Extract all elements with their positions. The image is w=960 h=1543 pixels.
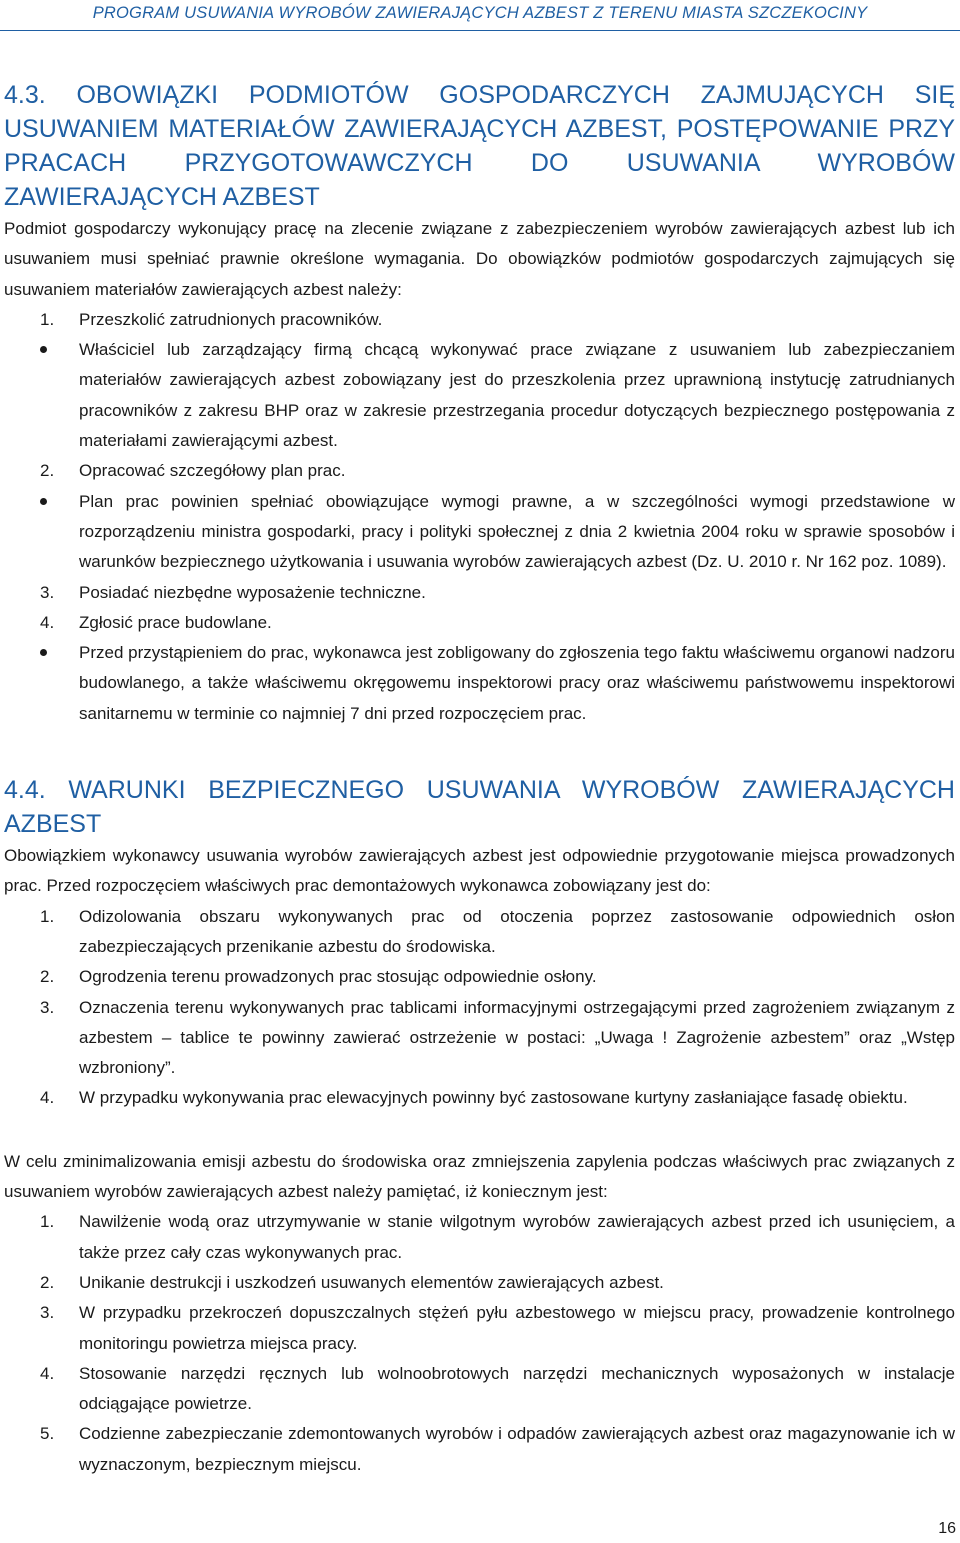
item-text: Stosowanie narzędzi ręcznych lub wolnoobrotowych narzędzi mechanicznych wyposażonych w instalacje odciągające powietrze. [79, 1363, 955, 1414]
item-text: Nawilżenie wodą oraz utrzymywanie w stanie wilgotnym wyrobów zawierających azbest przed ich usunięciem, a także przez cały czas wykonywanych prac. [79, 1212, 955, 1262]
section-heading-4-3 [4, 78, 955, 214]
page-content [4, 78, 955, 1480]
item-text: Przeszkolić zatrudnionych pracowników. [79, 309, 383, 329]
item-text: W przypadku wykonywania prac elewacyjnych powinny być zastosowane kurtyny zasłaniające fasadę obiektu. [79, 1088, 908, 1108]
item-text: Odizolowania obszaru wykonywanych prac od otoczenia poprzez zastosowanie odpowiednich osłon zabezpieczających przenikanie azbestu do środowiska. [79, 906, 955, 956]
item-number: 4. [40, 612, 55, 632]
item-text: Unikanie destrukcji i uszkodzeń usuwanych elementów zawierających azbest. [79, 1272, 664, 1292]
bullet-text: Przed przystąpieniem do prac, wykonawca jest zobligowany do zgłoszenia tego faktu właściwemu organowi nadzoru budowlanego, a także właściwemu okręgowemu inspektorowi pracy oraz właściwemu państwowemu inspektorowi sanitarnemu w terminie co najmniej 7 dni przed rozpoczęciem prac. [79, 643, 955, 723]
item-text: Oznaczenia terenu wykonywanych prac tablicami informacyjnymi ostrzegającymi przed zagrożeniem związanym z azbestem – tablice te powinny zawierać ostrzeżenie w postaci: „Uwaga ! Zagrożenie azbestem” oraz „Wstęp wzbroniony”. [79, 997, 955, 1078]
item-number: 1. [40, 1212, 55, 1232]
bullet-icon [40, 346, 47, 353]
numbered-item [4, 456, 955, 486]
section-intro-paragraph: Podmiot gospodarczy wykonujący pracę na zlecenie związane z zabezpieczeniem wyrobów zawierających azbest lub ich usuwaniem musi spełniać prawnie określone wymagania. Do obowiązków podmiotów gospodarczych zajmujących się usuwaniem materiałów zawierających azbest należy: [4, 219, 955, 299]
numbered-item [4, 1359, 955, 1420]
bullet-text: Plan prac powinien spełniać obowiązujące wymogi prawne, a w szczególności wymogi przedstawione w rozporządzeniu ministra gospodarki, pracy i polityki społecznej z dnia 2 kwietnia 2004 roku w sprawie sposobów i warunków bezpiecznego użytkowania i usuwania wyrobów zawierających azbest (Dz. U. 2010 r. Nr 162 poz. 1089). [79, 491, 955, 572]
numbered-item [4, 1083, 955, 1113]
item-number: 2. [40, 461, 55, 481]
running-header: PROGRAM USUWANIA WYROBÓW ZAWIERAJĄCYCH AZBEST Z TERENU MIASTA SZCZEKOCINY [92, 4, 868, 22]
item-text: Codzienne zabezpieczanie zdemontowanych wyrobów i odpadów zawierających azbest oraz magazynowanie ich w wyznaczonym, bezpiecznym miejscu. [79, 1424, 955, 1474]
numbered-item [4, 993, 955, 1084]
bullet-icon [40, 498, 47, 505]
item-text: W przypadku przekroczeń dopuszczalnych stężeń pyłu azbestowego w miejscu pracy, prowadzenie kontrolnego monitoringu powietrza miejsca pracy. [79, 1303, 955, 1353]
page-number: 16 [938, 1520, 956, 1537]
item-text: Posiadać niezbędne wyposażenie techniczne. [79, 582, 426, 602]
item-text: Opracować szczegółowy plan prac. [79, 461, 346, 481]
section-title: OBOWIĄZKI PODMIOTÓW GOSPODARCZYCH ZAJMUJĄCYCH SIĘ USUWANIEM MATERIAŁÓW ZAWIERAJĄCYCH AZBEST, POSTĘPOWANIE PRZY PRACACH PRZYGOTOWAWCZYCH DO USUWANIA WYROBÓW ZAWIERAJĄCYCH AZBEST [4, 81, 956, 211]
section-intro-paragraph: Obowiązkiem wykonawcy usuwania wyrobów zawierających azbest jest odpowiednie przygotowanie miejsca prowadzonych prac. Przed rozpoczęciem właściwych prac demontażowych wykonawca zobowiązany jest do: [4, 846, 955, 896]
bullet-item [4, 487, 955, 578]
section-number: 4.3. [4, 81, 46, 109]
paragraph-spacer [4, 1114, 955, 1147]
header-rule [0, 30, 960, 31]
section-spacer [4, 729, 955, 773]
bullet-item [4, 335, 955, 456]
item-number: 3. [40, 1303, 55, 1323]
numbered-item [4, 1298, 955, 1359]
section-title: WARUNKI BEZPIECZNEGO USUWANIA WYROBÓW ZAWIERAJĄCYCH AZBEST [4, 776, 955, 839]
bullet-icon [40, 649, 47, 656]
numbered-item [4, 608, 955, 638]
numbered-item [4, 902, 955, 963]
numbered-item [4, 1268, 955, 1298]
section-heading-4-4 [4, 773, 955, 841]
numbered-item [4, 1207, 955, 1268]
item-number: 1. [40, 906, 55, 926]
minimization-paragraph: W celu zminimalizowania emisji azbestu do środowiska oraz zmniejszenia zapylenia podczas właściwych prac związanych z usuwaniem wyrobów zawierających azbest należy pamiętać, iż koniecznym jest: [4, 1151, 955, 1202]
numbered-item [4, 962, 955, 992]
numbered-item [4, 305, 955, 335]
item-text: Ogrodzenia terenu prowadzonych prac stosując odpowiednie osłony. [79, 967, 597, 987]
item-number: 5. [40, 1424, 55, 1444]
item-number: 4. [40, 1363, 55, 1383]
item-number: 1. [40, 309, 55, 329]
bullet-text: Właściciel lub zarządzający firmą chcącą wykonywać prace związane z usuwaniem lub zabezpieczaniem materiałów zawierających azbest zobowiązany jest do przeszkolenia przez uprawnioną instytucję zatrudnianych pracowników z zakresu BHP oraz w zakresie przestrzegania procedur dotyczących bezpiecznego postępowania z materiałami zawierającymi azbest. [79, 340, 955, 451]
item-number: 3. [40, 582, 55, 602]
bullet-item [4, 638, 955, 729]
item-number: 2. [40, 967, 55, 987]
numbered-item [4, 1419, 955, 1480]
numbered-item [4, 578, 955, 608]
item-text: Zgłosić prace budowlane. [79, 612, 272, 632]
item-number: 4. [40, 1088, 55, 1108]
item-number: 3. [40, 997, 55, 1017]
section-number: 4.4. [4, 776, 46, 805]
item-number: 2. [40, 1272, 55, 1292]
